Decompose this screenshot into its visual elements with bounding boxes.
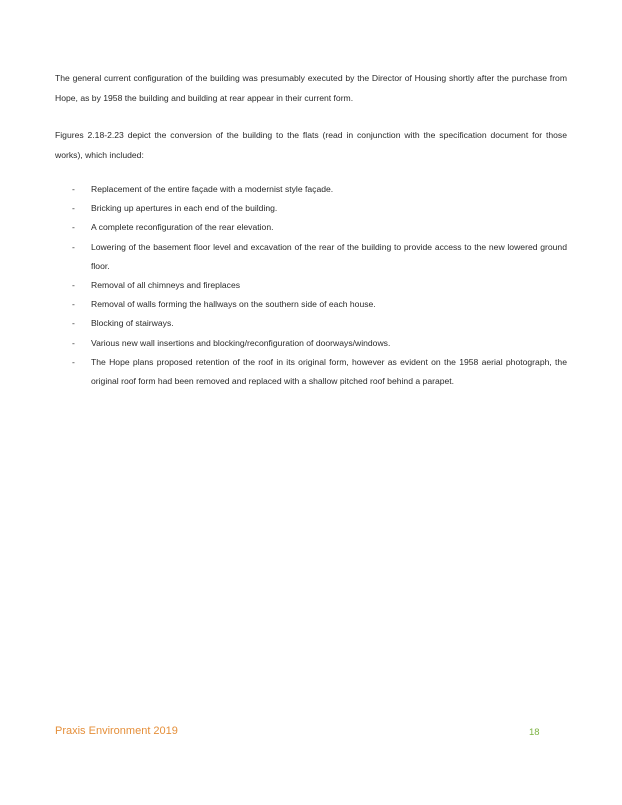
list-item-text: A complete reconfiguration of the rear elevation. (91, 222, 274, 233)
list-item-text: Blocking of stairways. (91, 318, 174, 329)
list-item-text: Removal of walls forming the hallways on the southern side of each house. (91, 299, 376, 310)
bullet-dash: - (72, 241, 75, 252)
body-paragraph-2: Figures 2.18-2.23 depict the conversion of the building to the flats (read in conjunction with the specification document for those works), which included: (55, 130, 567, 160)
bullet-dash: - (72, 222, 75, 233)
list-item-text: Removal of all chimneys and fireplaces (91, 280, 241, 291)
works-list (55, 180, 567, 391)
list-item (55, 276, 567, 295)
footer-company: Praxis Environment 2019 (55, 725, 178, 737)
list-item (55, 238, 567, 276)
list-item (55, 353, 567, 391)
list-item-text: Lowering of the basement floor level and excavation of the rear of the building to provide access to the new lowered ground floor. (91, 241, 567, 271)
list-item (55, 314, 567, 333)
list-item (55, 218, 567, 237)
footer-page-number: 18 (529, 727, 540, 738)
bullet-dash: - (72, 203, 75, 214)
list-item-text: Replacement of the entire façade with a modernist style façade. (91, 184, 334, 194)
bullet-dash: - (72, 280, 75, 291)
bullet-dash: - (72, 184, 75, 194)
body-paragraph-1: The general current configuration of the building was presumably executed by the Director of Housing shortly after the purchase from Hope, as by 1958 the building and building at rear appear in their current form. (55, 73, 567, 103)
list-item-text: Bricking up apertures in each end of the building. (91, 203, 278, 214)
bullet-dash: - (72, 299, 75, 310)
bullet-dash: - (72, 318, 75, 329)
list-item (55, 295, 567, 314)
list-item (55, 180, 567, 199)
list-item (55, 334, 567, 353)
bullet-dash: - (72, 337, 75, 348)
bullet-dash: - (72, 356, 75, 367)
list-item-text: Various new wall insertions and blocking/reconfiguration of doorways/windows. (91, 337, 391, 348)
list-item (55, 199, 567, 218)
list-item-text: The Hope plans proposed retention of the roof in its original form, however as evident on the 1958 aerial photograph, the original roof form had been removed and replaced with a shallow pitched roof behind a parapet. (91, 356, 567, 387)
